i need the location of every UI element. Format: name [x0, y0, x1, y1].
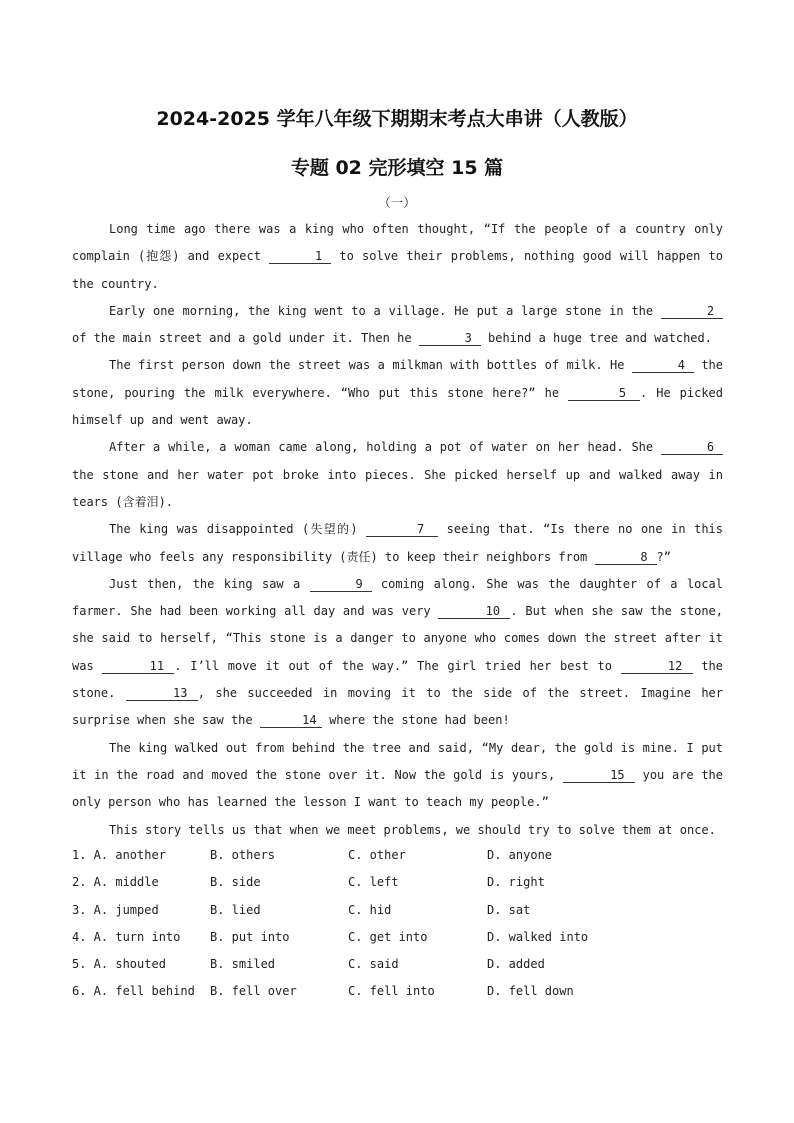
option-c: C. hid: [348, 902, 392, 917]
blank-4: 4: [632, 358, 694, 373]
document-title: 2024-2025 学年八年级下期期末考点大串讲（人教版）: [156, 108, 638, 130]
option-c: C. fell into: [348, 984, 435, 999]
paragraph-4: After a while, a woman came along, holding a pot of water on her head. She 6 the stone and her water pot broke into pieces. She picked herself up and walked away in tears (含着泪).: [72, 440, 723, 509]
section-number: （一）: [378, 195, 416, 210]
option-c: C. get into: [348, 929, 428, 944]
blank-12: 12: [621, 659, 693, 674]
blank-11: 11: [102, 659, 174, 674]
option-d: D. walked into: [487, 929, 589, 944]
paragraph-1: Long time ago there was a king who often thought, “If the people of a country only complain (抱怨) and expect 1 to solve their problems, nothing good will happen to the country.: [72, 222, 724, 291]
paragraph-8: This story tells us that when we meet problems, we should try to solve them at once.: [109, 822, 716, 837]
blank-6: 6: [661, 440, 723, 455]
blank-2: 2: [661, 304, 723, 319]
option-d: D. added: [487, 957, 545, 972]
option-a: 4. A. turn into: [72, 929, 181, 944]
option-b: B. smiled: [210, 957, 276, 972]
blank-14: 14: [260, 713, 322, 728]
option-c: C. said: [348, 957, 399, 972]
document-subtitle: 专题 02 完形填空 15 篇: [290, 157, 504, 179]
option-a: 1. A. another: [72, 848, 166, 862]
option-b: B. fell over: [210, 984, 297, 999]
paragraph-2: Early one morning, the king went to a village. He put a large stone in the 2 of the main street and a gold under it. Then he 3 behind a huge tree and watched.: [72, 298, 723, 353]
option-b: B. lied: [210, 902, 261, 917]
option-a: 6. A. fell behind: [72, 984, 195, 999]
option-c: C. left: [348, 875, 399, 890]
passage: [72, 216, 723, 844]
blank-1: 1: [269, 249, 331, 264]
question-options: [72, 842, 723, 1006]
blank-13: 13: [126, 686, 198, 701]
question-row: [72, 897, 723, 924]
blank-3: 3: [419, 331, 481, 346]
paragraph-5: The king was disappointed (失望的) 7 seeing that. “Is there no one in this village who feels any responsibility (责任) to keep their neighbors from 8 ?”: [72, 522, 723, 564]
option-a: 3. A. jumped: [72, 902, 159, 917]
blank-9: 9: [310, 577, 372, 592]
question-row: [72, 924, 723, 951]
question-row: [72, 951, 723, 978]
paragraph-3: The first person down the street was a milkman with bottles of milk. He 4 the stone, pouring the milk everywhere. “Who put this stone here?” he 5 . He picked himself up and went away.: [72, 358, 723, 428]
blank-8: 8: [595, 550, 657, 565]
blank-5: 5: [568, 386, 640, 401]
question-row: [72, 978, 723, 1005]
option-b: B. put into: [210, 929, 290, 944]
option-d: D. sat: [487, 902, 531, 917]
paragraph-7: The king walked out from behind the tree and said, “My dear, the gold is mine. I put it in the road and moved the stone over it. Now the gold is yours, 15 you are the only person who has learned the lesson I want to teach my people.”: [72, 740, 723, 810]
option-a: 2. A. middle: [72, 875, 159, 890]
option-c: C. other: [348, 848, 406, 862]
blank-15: 15: [563, 768, 635, 783]
option-d: D. anyone: [487, 848, 553, 862]
blank-7: 7: [366, 522, 438, 537]
option-d: D. fell down: [487, 984, 574, 999]
blank-10: 10: [438, 604, 510, 619]
option-b: B. others: [210, 848, 276, 862]
option-a: 5. A. shouted: [72, 957, 166, 972]
option-b: B. side: [210, 875, 261, 890]
option-d: D. right: [487, 875, 545, 890]
question-row: [72, 842, 723, 869]
paragraph-6: Just then, the king saw a 9 coming along. She was the daughter of a local farmer. She had been working all day and was very 10 . But when she saw the stone, she said to herself, “This stone is a danger to anyone who comes down the street after it was 11 . I’ll move it out of the way.” The girl tried her best to 12 the stone. 13 , she succeeded in moving it to the side of the street. Imagine her surprise when she saw the 14 where the stone had been!: [72, 576, 723, 728]
question-row: [72, 869, 723, 896]
